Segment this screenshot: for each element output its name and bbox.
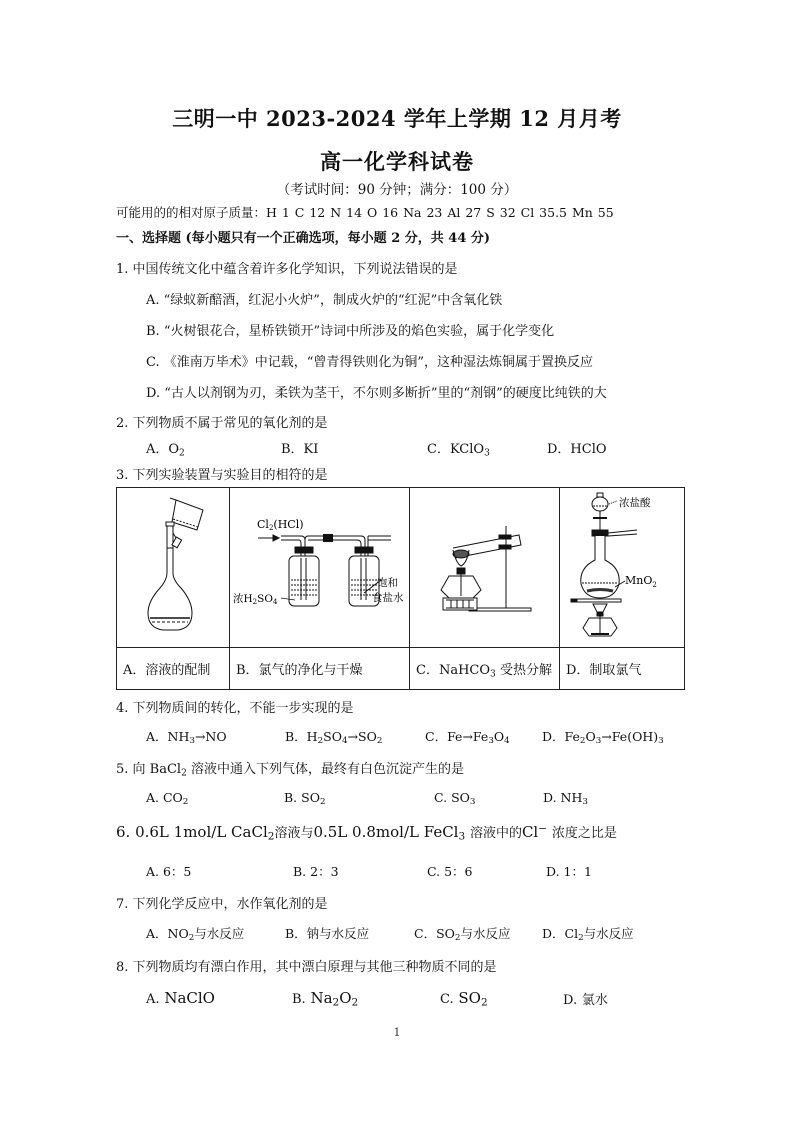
question-2-option-d: D．HClO: [547, 442, 607, 457]
question-5-stem: 5. 向 BaCl$_2$ 溶液中通入下列气体，最终有白色沉淀产生的是: [116, 762, 465, 779]
question-5-option-c: C. $SO_3$: [434, 790, 476, 808]
question-7-option-b: B．钠与水反应: [285, 926, 370, 941]
question-7-option-d: D．$Cl_2$与水反应: [542, 926, 634, 944]
question-8-stem: 8. 下列物质均有漂白作用，其中漂白原理与其他三种物质不同的是: [116, 960, 497, 975]
question-2-option-a: A．$O_2$: [146, 442, 185, 459]
question-6-option-d: D. 1：1: [546, 864, 592, 879]
question-1-option-b: B. “火树银花合，星桥铁锁开”诗词中所涉及的焰色实验，属于化学变化: [146, 324, 555, 339]
question-2-stem: 2. 下列物质不属于常见的氧化剂的是: [116, 416, 328, 431]
caption-c: C．NaHCO$_3$ 受热分解: [410, 648, 560, 690]
wash-bottle-1: [289, 547, 319, 606]
question-4-option-c: C．$Fe\to Fe_3O_4$: [425, 729, 510, 747]
caption-b: B．氯气的净化与干燥: [230, 648, 410, 690]
question-5-option-b: B. $SO_2$: [284, 790, 326, 808]
question-5-option-a: A. $CO_2$: [146, 790, 189, 808]
question-4-option-d: D．$Fe_2O_3\to Fe(OH)_3$: [542, 729, 664, 747]
question-6-stem: 6. 0.6L 1mol/L CaCl$_2$溶液与0.5L 0.8mol/L FeCl$_3$ 溶液中的Cl− 浓度之比是: [116, 822, 617, 843]
apparatus-b-cell: [230, 488, 410, 648]
arrow-right-icon: [258, 535, 279, 541]
question-8-option-b: B. $Na_2O_2$: [292, 989, 359, 1009]
beaker-icon: [170, 498, 203, 530]
question-6-option-c: C. 5：6: [427, 864, 473, 879]
question-1-option-a: A. “绿蚁新醅酒，红泥小火炉”，制成火炉的“红泥”中含氧化铁: [146, 293, 503, 308]
question-3-stem: 3. 下列实验装置与实验目的相符的是: [116, 468, 328, 483]
gas-washing-figure: [231, 488, 409, 643]
question-8-option-a: A. NaClO: [146, 989, 215, 1007]
question-8-option-c: C. $SO_2$: [440, 989, 488, 1009]
question-1-option-c: C. 《淮南万毕术》中记载，“曾青得铁则化为铜”，这种湿法炼铜属于置换反应: [146, 355, 594, 370]
question-8-option-d: D. 氯水: [563, 993, 608, 1008]
question-7-option-a: A．$NO_2$与水反应: [146, 926, 245, 944]
atomic-masses: 可能用的的相对原子质量：H 1 C 12 N 14 O 16 Na 23 Al 27 S 32 Cl 35.5 Mn 55: [116, 205, 614, 220]
question-2-option-b: B．KI: [281, 442, 319, 457]
heating-tube-figure: [411, 488, 559, 643]
apparatus-a-cell: [117, 488, 230, 648]
question-6-option-a: A. 6：5: [146, 864, 192, 879]
apparatus-d-cell: [560, 488, 685, 648]
conc-hcl-label: 浓盐酸: [618, 497, 650, 509]
section-title: 一、选择题 (每小题只有一个正确选项，每小题 2 分，共 44 分): [116, 231, 491, 246]
question-6-option-b: B. 2：3: [293, 864, 339, 879]
apparatus-c-cell: [410, 488, 560, 648]
page-number: 1: [393, 1026, 401, 1039]
burner-icon: [571, 599, 621, 636]
volumetric-flask-icon: [148, 522, 192, 630]
exam-info: （考试时间：90 分钟；满分：100 分）: [276, 182, 518, 198]
separatory-funnel-icon: [592, 493, 617, 530]
gas-inlet-label: Cl2(HCl): [256, 518, 304, 532]
chlorine-generator-figure: [561, 488, 684, 643]
question-1-stem: 1. 中国传统文化中蕴含着许多化学知识，下列说法错误的是: [116, 262, 458, 277]
brine-label-1: 饱和: [376, 577, 398, 589]
caption-a: A．溶液的配制: [117, 648, 230, 690]
brine-label-2: 食盐水: [371, 592, 403, 604]
question-4-stem: 4. 下列物质间的转化，不能一步实现的是: [116, 701, 354, 716]
alcohol-lamp-icon: [441, 568, 481, 610]
mno2-label: MnO$_2$: [624, 574, 657, 589]
question-5-option-d: D. $NH_3$: [543, 790, 588, 808]
test-tube-icon: [453, 550, 469, 566]
question-4-option-b: B．$H_2SO_4\to SO_2$: [285, 729, 383, 747]
conc-h2so4-label: 浓H2SO4: [232, 593, 277, 606]
exam-subtitle: 高一化学科试卷: [320, 149, 474, 174]
question-7-option-c: C．$SO_2$与水反应: [414, 926, 511, 944]
apparatus-table: [116, 487, 685, 690]
volumetric-flask-figure: [118, 488, 228, 643]
connector-clip: [323, 534, 333, 542]
exam-title: 三明一中 2023-2024 学年上学期 12 月月考: [172, 106, 622, 131]
round-bottom-flask-icon: [580, 530, 636, 598]
question-1-option-d: D. “古人以剂钢为刃，柔铁为茎干，不尔则多断折”里的“剂钢”的硬度比纯铁的大: [146, 386, 607, 401]
question-2-option-c: C．KClO$_3$: [427, 442, 490, 459]
caption-d: D．制取氯气: [560, 648, 685, 690]
question-4-option-a: A．$NH_3\to NO$: [146, 729, 227, 747]
question-7-stem: 7. 下列化学反应中，水作氧化剂的是: [116, 897, 328, 912]
